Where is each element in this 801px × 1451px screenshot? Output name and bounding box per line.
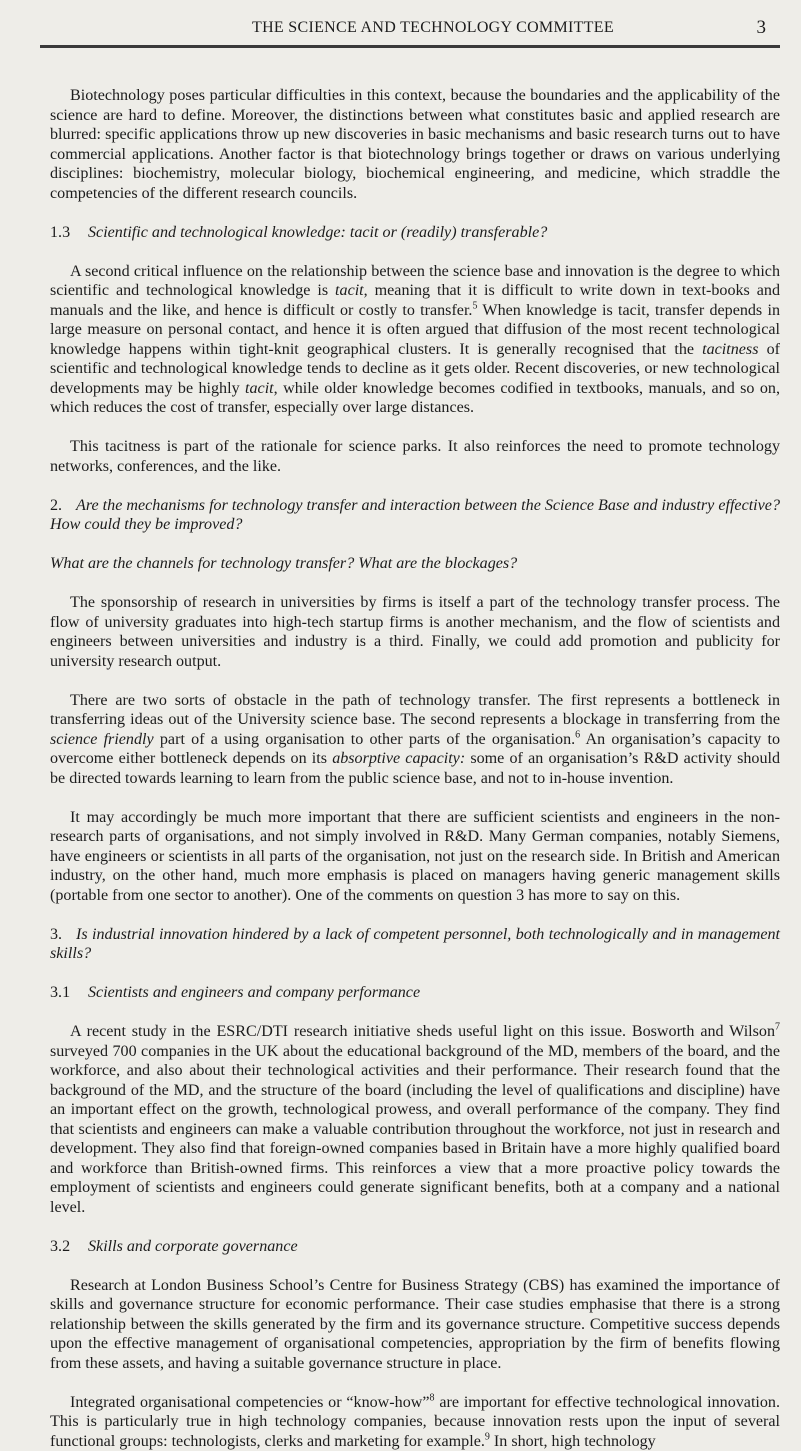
footnote-ref: 7: [775, 1022, 780, 1033]
section-number: 3.1: [50, 983, 88, 1003]
section-number: 3.2: [50, 1237, 88, 1257]
footnote-ref: 5: [472, 300, 477, 311]
section-heading-1-3: [50, 223, 780, 243]
section-heading-3-1: [50, 983, 780, 1003]
paragraph-science-parks: This tacitness is part of the rationale for science parks. It also reinforces the need to promote technology networks, conferences, and the like.: [50, 437, 780, 476]
question-number: 3.: [50, 925, 76, 945]
running-header-title: THE SCIENCE AND TECHNOLOGY COMMITTEE: [252, 19, 614, 37]
section-title: Scientists and engineers and company performance: [88, 984, 420, 1001]
footnote-ref: 9: [485, 1431, 490, 1442]
page-header: [40, 0, 780, 44]
section-number: 1.3: [50, 223, 88, 243]
paragraph-london-business-school: Research at London Business School’s Centre for Business Strategy (CBS) has examined the importance of skills and governance structure for economic performance. Their case studies emphasise that there is a strong relationship between the skills generated by the firm and its governance structure. Competitive success depends upon the effective management of organisational competencies, appropriation by the firm of benefits flowing from these assets, and having a suitable governance structure in place.: [50, 1276, 780, 1374]
body-text: [50, 86, 780, 1451]
paragraph-esrc-study: A recent study in the ESRC/DTI research initiative sheds useful light on this issue. Bosworth and Wilson$^7$ surveyed 700 companies in the UK about the educational background of the MD, members of the board, and the workforce, and also about their technological activities and their performance. Their research found that the background of the MD, and the structure of the board (including the level of qualifications and discipline) have an important effect on the growth, technological prowess, and overall performance of the company. They find that scientists and engineers can make a valuable contribution throughout the workforce, not just in research and development. They also find that foreign-owned companies based in Britain have a more highly qualified board and workforce than British-owned firms. This reinforces a view that a more proactive policy towards the employment of scientists and engineers could generate significant benefits, both at a company and a national level.: [50, 1022, 780, 1217]
page-number: 3: [757, 17, 767, 39]
footnote-ref: 8: [430, 1392, 435, 1403]
question-number: 2.: [50, 496, 76, 516]
paragraph-non-research: It may accordingly be much more important that there are sufficient scientists and engineers in the non-research parts of organisations, and not simply involved in R&D. Many German companies, notably Siemens, have engineers or scientists in all parts of the organisation, not just on the research side. In British and American industry, on the other hand, much more emphasis is placed on managers having generic management skills (portable from one sector to another). One of the comments on question 3 has more to say on this.: [50, 808, 780, 906]
paragraph-sponsorship: The sponsorship of research in universities by firms is itself a part of the technology transfer process. The flow of university graduates into high-tech startup firms is another mechanism, and the flow of scientists and engineers between universities and industry is a third. Finally, we could add promotion and publicity for university research output.: [50, 593, 780, 671]
paragraph-obstacles: There are two sorts of obstacle in the path of technology transfer. The first represents a bottleneck in transferring ideas out of the University science base. The second represents a blockage in transferring from the science friendly part of a using organisation to other parts of the organisation.$^6$ An organisation’s capacity to overcome either bottleneck depends on its absorptive capacity: some of an organisation’s R&D activity should be directed towards learning to learn from the public science base, and not to in-house invention.: [50, 691, 780, 789]
section-title: Scientific and technological knowledge: tacit or (readily) transferable?: [88, 224, 547, 241]
question-title: Are the mechanisms for technology transfer and interaction between the Science Base and industry effective? How could they be improved?: [50, 497, 780, 534]
header-rule: [40, 45, 780, 48]
paragraph-know-how: Integrated organisational competencies or “know-how”$^8$ are important for effective technological innovation. This is particularly true in high technology companies, because innovation rests upon the input of several functional groups: technologists, clerks and marketing for example.$^9$ In short, high technology: [50, 1393, 780, 1451]
question-title: Is industrial innovation hindered by a lack of competent personnel, both technologically and in management skills?: [50, 926, 780, 963]
footnote-ref: 6: [575, 729, 580, 740]
section-heading-3-2: [50, 1237, 780, 1257]
question-heading-2: [50, 496, 780, 535]
section-title: Skills and corporate governance: [88, 1238, 298, 1255]
paragraph-tacit-knowledge: A second critical influence on the relationship between the science base and innovation is the degree to which scientific and technological knowledge is tacit, meaning that it is difficult to write down in text-books and manuals and the like, and hence is difficult or costly to transfer.$^5$ When knowledge is tacit, transfer depends in large measure on personal contact, and hence it is often argued that diffusion of the most recent technological knowledge happens within tight-knit geographical clusters. It is generally recognised that the tacitness of scientific and technological knowledge tends to decline as it gets older. Recent discoveries, or new technological developments may be highly tacit, while older knowledge becomes codified in textbooks, manuals, and so on, which reduces the cost of transfer, especially over large distances.: [50, 262, 780, 418]
paragraph-biotechnology: Biotechnology poses particular difficulties in this context, because the boundaries and the applicability of the science are hard to define. Moreover, the distinctions between what constitutes basic and applied research are blurred: specific applications throw up new discoveries in basic mechanisms and basic research turns out to have commercial applications. Another factor is that biotechnology brings together or draws on various underlying disciplines: biochemistry, molecular biology, biochemical engineering, and medicine, which straddle the competencies of the different research councils.: [50, 86, 780, 203]
question-subheading: What are the channels for technology transfer? What are the blockages?: [50, 554, 780, 574]
question-heading-3: [50, 925, 780, 964]
